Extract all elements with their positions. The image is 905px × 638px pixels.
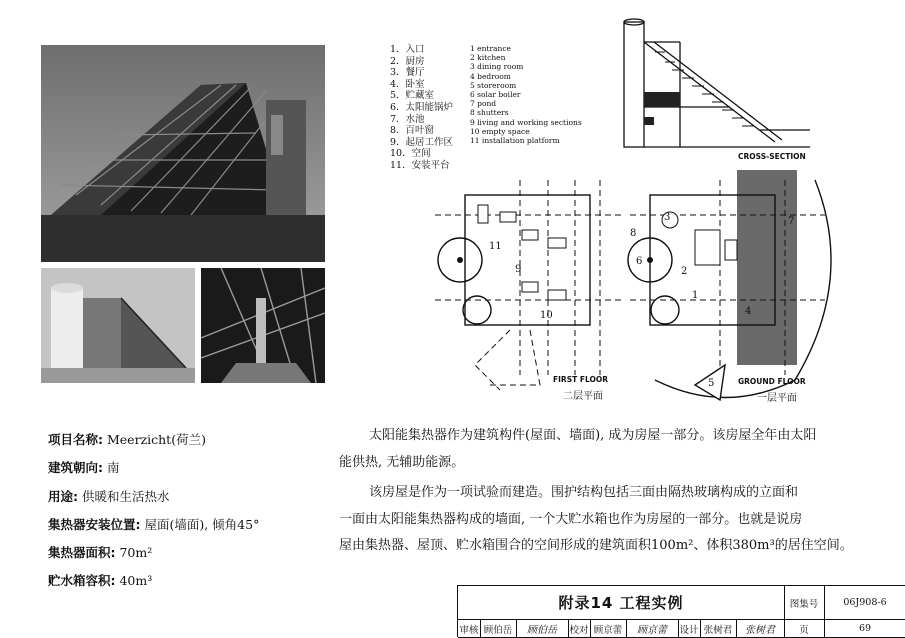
plan-number-1: 1 xyxy=(692,290,699,301)
plan-number-8: 8 xyxy=(630,228,637,239)
reviewer-name: 顾伯岳 xyxy=(480,620,517,638)
info-key: 集热器安装位置: xyxy=(48,516,141,532)
info-value: 70m² xyxy=(115,545,153,561)
project-info xyxy=(48,426,259,596)
legend-item: 9 living and working sections xyxy=(470,117,582,127)
atlas-label: 图集号 xyxy=(784,586,825,620)
info-row-position xyxy=(48,511,259,539)
legend-item: 2．厨房 xyxy=(390,55,425,67)
legend-item: 1 entrance xyxy=(470,44,511,53)
legend-item: 5．贮藏室 xyxy=(390,90,435,102)
legend-item: 11 installation platform xyxy=(470,136,560,146)
legend-item: 5 storeroom xyxy=(470,80,517,90)
page-number: 69 xyxy=(824,620,905,638)
info-key: 用途: xyxy=(48,488,78,504)
atlas-number: 06J908-6 xyxy=(824,586,905,620)
first-floor-label-cn: 二层平面 xyxy=(563,391,603,402)
legend-item: 3．餐厅 xyxy=(390,67,425,79)
info-row-orientation xyxy=(48,454,259,482)
ground-floor-label: GROUND FLOOR xyxy=(738,377,806,386)
page-label: 页 xyxy=(784,620,825,638)
plan-number-7: 7 xyxy=(788,216,795,227)
legend-item: 6．太阳能锅炉 xyxy=(390,101,454,113)
designer-signature: 张树君 xyxy=(736,620,785,638)
info-value: 40m³ xyxy=(115,573,153,589)
page-title: 附录14 工程实例 xyxy=(458,586,785,620)
info-value: 供暖和生活热水 xyxy=(78,488,170,504)
checker-name: 顾京蕾 xyxy=(590,620,627,638)
paragraph-line: 太阳能集热器作为建筑构件(屋面、墙面), 成为房屋一部分。该房屋全年由太阳 xyxy=(369,428,817,443)
description-paragraph-1 xyxy=(339,423,872,476)
plan-number-6: 6 xyxy=(636,256,643,267)
legend-item: 2 kitchen xyxy=(470,53,506,63)
legend-chinese xyxy=(390,44,453,172)
design-label: 设计 xyxy=(678,620,701,638)
check-label: 校对 xyxy=(568,620,591,638)
info-key: 建筑朝向: xyxy=(48,460,103,476)
checker-signature: 顾京蕾 xyxy=(626,620,679,638)
building-photo-interior xyxy=(201,268,325,383)
plan-number-10: 10 xyxy=(540,310,553,321)
designer-name: 张树君 xyxy=(700,620,737,638)
legend-item: 8 shutters xyxy=(470,108,509,118)
info-key: 项目名称: xyxy=(48,432,103,447)
plan-number-9: 9 xyxy=(515,264,522,275)
legend-item: 7 pond xyxy=(470,99,497,109)
title-block xyxy=(457,585,905,637)
description-paragraph-2 xyxy=(339,480,872,560)
info-row-name xyxy=(48,426,259,454)
ground-floor-plan xyxy=(625,160,835,405)
legend-item: 6 solar boiler xyxy=(470,90,521,100)
info-value: 南 xyxy=(103,460,120,476)
info-row-area xyxy=(48,539,259,567)
legend-item: 9．起居工作区 xyxy=(390,136,454,148)
building-photo-side xyxy=(41,268,195,383)
paragraph-line: 该房屋是作为一项试验而建造。围护结构包括三面由隔热玻璃构成的立面和 xyxy=(369,485,799,500)
info-key: 贮水箱容积: xyxy=(48,573,116,589)
info-value: Meerzicht(荷兰) xyxy=(103,432,206,447)
legend-item: 3 dining room xyxy=(470,62,524,72)
paragraph-line: 屋由集热器、屋顶、贮水箱围合的空间形成的建筑面积100m²、体积380m³的居住空间。 xyxy=(339,538,853,553)
info-row-volume xyxy=(48,567,259,595)
info-value: 屋面(墙面), 倾角45° xyxy=(140,516,260,532)
paragraph-line: 能供热, 无辅助能源。 xyxy=(339,454,465,470)
plan-number-11: 11 xyxy=(489,241,502,252)
first-floor-plan xyxy=(430,160,630,400)
plan-number-3: 3 xyxy=(664,212,671,223)
first-floor-label: FIRST FLOOR xyxy=(553,375,608,384)
info-key: 集热器面积: xyxy=(48,545,116,561)
plan-number-2: 2 xyxy=(681,266,688,277)
legend-item: 8．百叶窗 xyxy=(390,125,435,137)
legend-item: 7．水池 xyxy=(390,113,425,125)
paragraph-line: 一面由太阳能集热器构成的墙面, 一个大贮水箱也作为房屋的一部分。也就是说房 xyxy=(339,511,803,527)
legend-item: 10．空间 xyxy=(390,148,431,160)
legend-item: 11．安装平台 xyxy=(390,159,450,171)
plan-number-5: 5 xyxy=(708,378,715,389)
legend-item: 4 bedroom xyxy=(470,71,511,81)
ground-floor-label-cn: 一层平面 xyxy=(757,393,797,404)
plan-number-4: 4 xyxy=(745,306,752,317)
cross-section-drawing xyxy=(610,12,835,157)
review-label: 审核 xyxy=(458,620,481,638)
reviewer-signature: 顾伯岳 xyxy=(516,620,569,638)
cross-section-label: CROSS-SECTION xyxy=(738,152,806,161)
legend-item: 1．入口 xyxy=(390,44,425,55)
legend-item: 4．卧室 xyxy=(390,78,425,90)
info-row-use xyxy=(48,483,259,511)
legend-english xyxy=(470,44,582,145)
legend-item: 10 empty space xyxy=(470,126,530,136)
building-photo-main xyxy=(41,45,325,262)
